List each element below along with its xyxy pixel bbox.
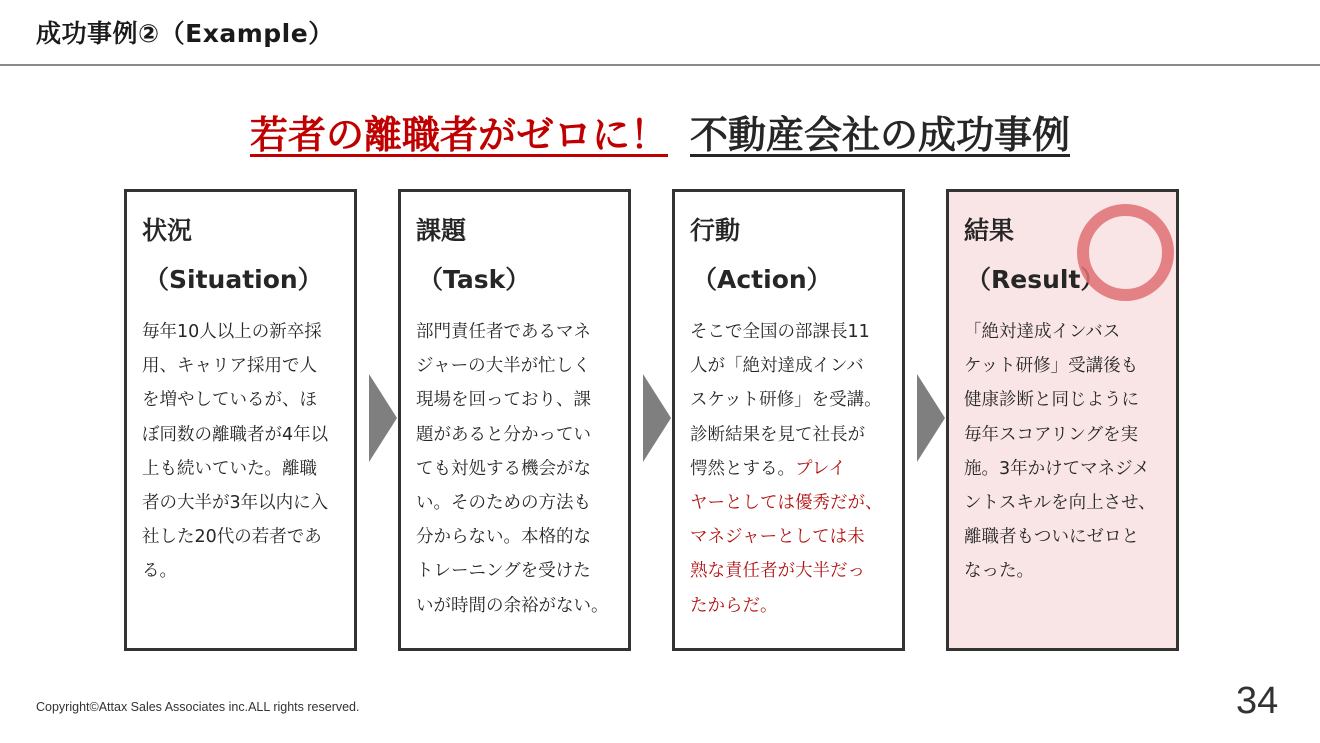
body-line: 上も続いていた。離職 xyxy=(142,458,317,479)
right-arrow-icon xyxy=(643,374,671,462)
highlighted-text: プレイ xyxy=(795,458,846,479)
body-line: 診断結果を見て社長が xyxy=(690,424,865,445)
box-title: 結果 xyxy=(964,216,1015,245)
body-line xyxy=(690,452,902,486)
body-line: なった。 xyxy=(964,561,1034,582)
copyright-text: Copyright©Attax Sales Associates inc.ALL rights reserved. xyxy=(36,700,360,714)
box-title: 課題 xyxy=(416,216,467,245)
box-body xyxy=(416,315,628,623)
box-body xyxy=(964,315,1176,589)
box-body xyxy=(690,315,902,623)
body-line: 人が「絶対達成インバ xyxy=(690,356,864,377)
body-line: 分からない。本格的な xyxy=(416,527,591,548)
headline-red-text: 若者の離職者がゼロに！ xyxy=(249,113,668,157)
situation-box xyxy=(124,189,357,651)
box-title: 行動 xyxy=(690,216,741,245)
right-arrow-icon xyxy=(369,374,397,462)
body-line: 社した20代の若者であ xyxy=(142,527,322,548)
highlighted-line: 熟な責任者が大半だっ xyxy=(690,561,865,582)
body-text: 愕然とする。 xyxy=(690,458,795,479)
body-line: 現場を回っており、課 xyxy=(416,390,591,411)
body-line: 離職者もついにゼロと xyxy=(964,527,1139,548)
body-line: トレーニングを受けた xyxy=(416,561,591,582)
body-line: 部門責任者であるマネ xyxy=(416,322,591,342)
body-line: 毎年スコアリングを実 xyxy=(964,424,1138,445)
box-body xyxy=(142,315,354,589)
body-line: スケット研修」を受講。 xyxy=(690,390,882,411)
body-line: 題があると分かってい xyxy=(416,424,591,445)
body-line: ぼ同数の離職者が4年以 xyxy=(142,424,329,445)
action-box xyxy=(672,189,905,651)
body-line: 者の大半が3年以内に入 xyxy=(142,493,329,514)
box-subtitle: （Task） xyxy=(418,265,531,294)
body-line: ントスキルを向上させ、 xyxy=(964,493,1156,514)
success-circle-icon xyxy=(1077,204,1174,301)
slide-headline xyxy=(0,104,1320,159)
box-subtitle: （Action） xyxy=(692,265,832,294)
body-line: そこで全国の部課長11 xyxy=(690,322,870,342)
body-line: を増やしているが、ほ xyxy=(142,390,317,411)
body-line: 毎年10人以上の新卒採 xyxy=(142,322,322,342)
body-line: 用、キャリア採用で人 xyxy=(142,356,317,377)
body-line: い。そのための方法も xyxy=(416,493,591,514)
body-line: ても対処する機会がな xyxy=(416,458,591,479)
task-box xyxy=(398,189,631,651)
right-arrow-icon xyxy=(917,374,945,462)
highlighted-line: マネジャーとしては未 xyxy=(690,527,865,548)
box-title: 状況 xyxy=(142,216,193,245)
body-line: ケット研修」受講後も xyxy=(964,356,1139,377)
box-subtitle: （Result） xyxy=(966,265,1106,294)
page-header-title: 成功事例②（Example） xyxy=(36,19,334,48)
body-line: 健康診断と同じように xyxy=(964,390,1139,411)
body-line: る。 xyxy=(142,561,177,582)
headline-dark-text: 不動産会社の成功事例 xyxy=(690,113,1071,157)
highlighted-line: ヤーとしては優秀だが、 xyxy=(690,493,883,514)
body-line: ジャーの大半が忙しく xyxy=(416,356,591,377)
header-divider xyxy=(0,64,1320,66)
body-line: いが時間の余裕がない。 xyxy=(416,595,609,616)
body-line: 「絶対達成インバス xyxy=(964,322,1121,342)
box-subtitle: （Situation） xyxy=(144,265,323,294)
highlighted-line: たからだ。 xyxy=(690,595,778,616)
page-number: 34 xyxy=(1236,680,1279,722)
body-line: 施。3年かけてマネジメ xyxy=(964,458,1150,479)
